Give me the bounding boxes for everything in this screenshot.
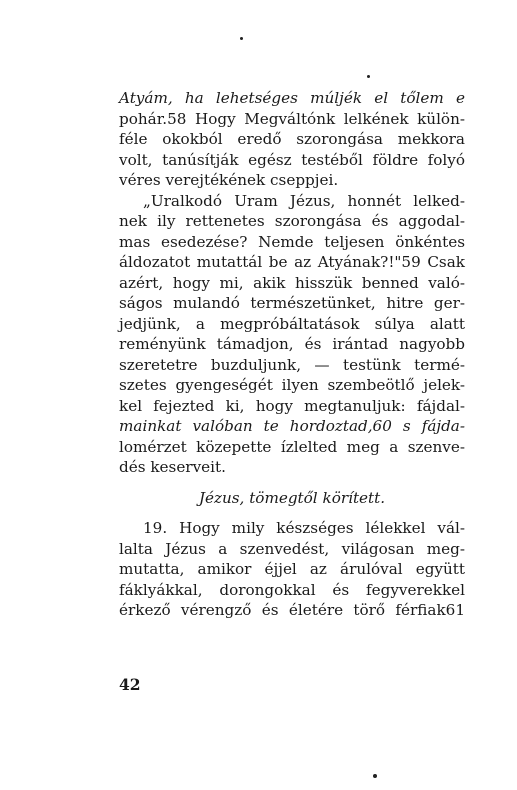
text-line: reményünk támadjon, és irántad nagyobb — [119, 335, 465, 353]
text-line: ságos mulandó természetünket, hitre ger- — [119, 294, 465, 312]
text-line: mainkat valóban te hordoztad,60 s fájda- — [119, 417, 465, 435]
text-line: „Uralkodó Uram Jézus, honnét lelked- — [143, 191, 465, 210]
text-line: dés keserveit. — [119, 458, 226, 476]
text-line: jedjünk, a megpróbáltatások súlya alatt — [119, 314, 465, 333]
ink-speck — [373, 774, 377, 778]
text-line: áldozatot mutattál be az Atyának?!"59 Csak — [119, 253, 465, 271]
ink-speck — [367, 75, 370, 78]
text-line: mas esedezése? Nemde teljesen önkéntes — [119, 232, 465, 251]
text-line: véres verejtékének cseppjei. — [119, 171, 339, 189]
text-line: nek ily rettenetes szorongása és aggodal- — [119, 212, 465, 230]
text-line: szeretetre buzduljunk, — testünk termé- — [119, 355, 465, 374]
text-line: kel fejezted ki, hogy megtanuljuk: fájdal- — [119, 396, 465, 415]
text-line: fáklyákkal, dorongokkal és fegyverekkel — [119, 580, 465, 599]
text-line: mutatta, amikor éjjel az árulóval együtt — [119, 560, 465, 578]
ink-speck — [240, 37, 243, 40]
text-line: volt, tanúsítják egész testéből földre folyó — [119, 150, 465, 169]
text-line: féle okokból eredő szorongása mekkora — [119, 130, 465, 148]
text-line: azért, hogy mi, akik hisszük benned való- — [119, 273, 465, 292]
text-line: lomérzet közepette ízlelted meg a szenve- — [119, 437, 465, 456]
paragraph-1 — [119, 88, 465, 191]
text-line: lalta Jézus a szenvedést, világosan meg- — [119, 539, 465, 558]
section-heading: Jézus, tömegtől körített. — [198, 488, 386, 507]
text-line: szetes gyengeségét ilyen szembeötlő jelek- — [119, 376, 465, 394]
text-line: Atyám, ha lehetséges múljék el tőlem e — [119, 89, 465, 107]
page-number: 42 — [119, 675, 141, 694]
paragraph-2 — [119, 191, 465, 478]
text-block — [119, 88, 465, 621]
text-line: 19. Hogy mily készséges lélekkel vál- — [143, 519, 465, 537]
text-line: pohár.58 Hogy Megváltónk lelkének külön- — [119, 109, 465, 128]
text-line: érkező vérengző és életére törő férfiak61 — [119, 601, 465, 619]
paragraph-3 — [119, 518, 465, 621]
